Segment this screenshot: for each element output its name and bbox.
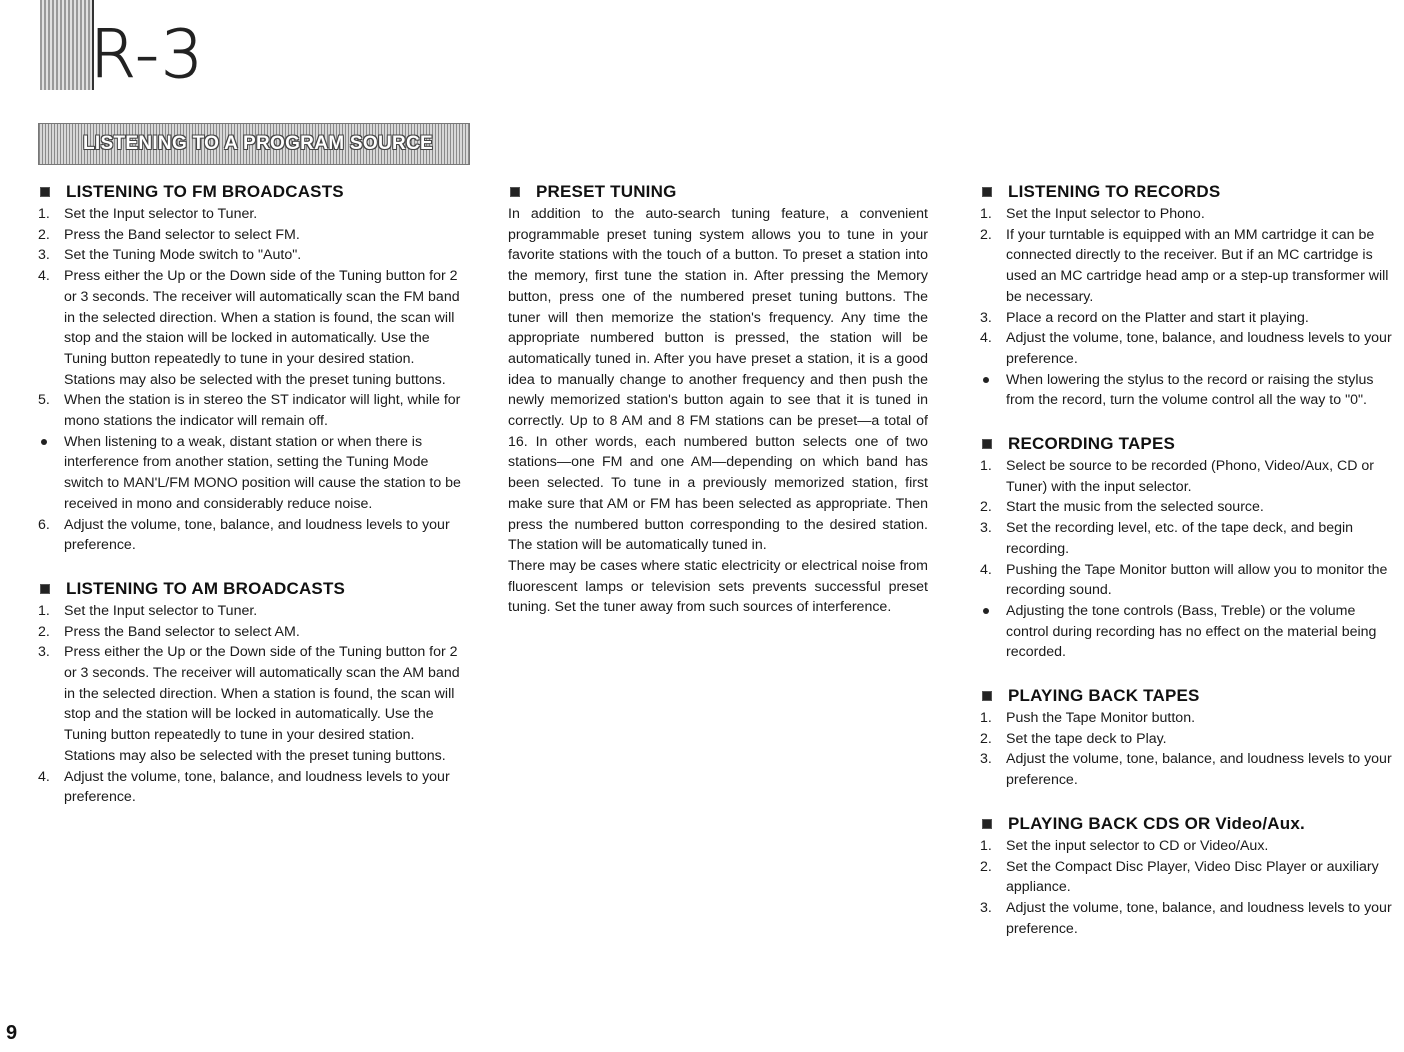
item-text: If your turntable is equipped with an MM cartridge it can be connected directly to the receiver. But if an MC cartridge is used an MC cartridge head amp or a step-up transformer will be necessary.: [1006, 226, 1389, 305]
column-right: [980, 180, 1392, 960]
item-number: 2.: [38, 226, 50, 243]
column-middle: [508, 180, 928, 639]
item-number: 1.: [980, 458, 992, 475]
item-number: 4.: [980, 330, 992, 347]
item-text: Set the Input selector to Tuner.: [64, 602, 258, 619]
list-item: [38, 266, 468, 390]
item-number: 3.: [980, 520, 992, 537]
model-name: R-3: [90, 16, 205, 93]
list-item: [980, 708, 1392, 729]
item-text: When listening to a weak, distant station or when there is interference from another station, setting the Tuning Mode switch to MAN'L/FM MONO position will cause the station to be received in mono and considerably reduce noise.: [64, 433, 461, 512]
square-bullet-icon: [982, 819, 992, 829]
list-item: [38, 642, 468, 766]
item-text: Press the Band selector to select AM.: [64, 623, 300, 640]
item-text: Adjust the volume, tone, balance, and loudness levels to your preference.: [1006, 330, 1392, 367]
paragraph: There may be cases where static electricity or electrical noise from fluorescent lamps or television sets prevents successful preset tuning. Set the tuner away from such sources of interference.: [508, 557, 928, 616]
item-text: Adjust the volume, tone, balance, and loudness levels to your preference.: [64, 768, 450, 806]
item-text: Press the Band selector to select FM.: [64, 226, 300, 243]
section-fm: [38, 180, 468, 556]
item-text: Set the Input selector to Tuner.: [64, 206, 258, 222]
list-item: [38, 204, 468, 225]
list-item: [980, 749, 1392, 790]
item-text: Start the music from the selected source.: [1006, 499, 1264, 516]
item-text: Adjusting the tone controls (Bass, Treble) or the volume control during recording has no effect on the material being recorded.: [1006, 602, 1377, 661]
section-heading: LISTENING TO FM BROADCASTS: [38, 180, 468, 204]
list-item: [38, 225, 468, 246]
list-item: [980, 601, 1392, 663]
item-text: Select be source to be recorded (Phono, Video/Aux, CD or Tuner) with the input selector.: [1006, 458, 1375, 495]
list-item: [980, 370, 1392, 411]
column-left: [38, 180, 468, 829]
item-number: 4.: [980, 561, 992, 578]
item-number: 3.: [38, 644, 50, 661]
item-text: Press either the Up or the Down side of the Tuning button for 2 or 3 seconds. The receiver will automatically scan the FM band in the selected direction. When a station is found, the scan will stop and the staion will be locked in automatically. Use the Tuning button repeatedly to tune in your desired station. Stations may also be selected with the preset tuning buttons.: [64, 268, 460, 388]
list-item: [980, 729, 1392, 750]
square-bullet-icon: [982, 439, 992, 449]
item-number: 2.: [980, 226, 992, 243]
item-number: 3.: [980, 899, 992, 916]
logo-stripes: [40, 0, 94, 90]
item-text: Place a record on the Platter and start it playing.: [1006, 309, 1309, 326]
item-text: Set the Tuning Mode switch to "Auto".: [64, 247, 302, 264]
section-heading: LISTENING TO AM BROADCASTS: [38, 577, 468, 601]
item-number: 5.: [38, 392, 50, 409]
instruction-list: [38, 204, 468, 556]
list-item: [980, 857, 1392, 898]
item-number: 2.: [980, 730, 992, 747]
instruction-list: [980, 456, 1392, 663]
item-text: Set the recording level, etc. of the tape deck, and begin recording.: [1006, 520, 1354, 557]
list-item: [980, 308, 1392, 329]
item-number: 1.: [38, 602, 50, 619]
section-cds: [980, 812, 1392, 940]
item-text: Press either the Up or the Down side of the Tuning button for 2 or 3 seconds. The receiver will automatically scan the AM band in the selected direction. When a station is found, the scan will stop and the station will be locked in automatically. Use the Tuning button repeatedly to tune in your desired station. Stations may also be selected with the preset tuning buttons.: [64, 644, 460, 764]
section-heading: PLAYING BACK CDS OR Video/Aux.: [980, 812, 1392, 836]
section-recording: [980, 432, 1392, 663]
item-number: 4.: [38, 268, 50, 285]
item-text: Adjust the volume, tone, balance, and loudness levels to your preference.: [64, 516, 450, 554]
section-heading: PLAYING BACK TAPES: [980, 684, 1392, 708]
square-bullet-icon: [510, 187, 520, 197]
list-item: [980, 497, 1392, 518]
instruction-list: [980, 204, 1392, 411]
instruction-list: [980, 708, 1392, 791]
item-number: 4.: [38, 768, 50, 785]
item-text: Set the input selector to CD or Video/Aux.: [1006, 837, 1269, 854]
item-text: Pushing the Tape Monitor button will allow you to monitor the recording sound.: [1006, 561, 1388, 599]
item-text: Set the Compact Disc Player, Video Disc Player or auxiliary appliance.: [1006, 858, 1379, 896]
section-heading: RECORDING TAPES: [980, 432, 1392, 456]
list-item: [980, 328, 1392, 369]
item-text: Adjust the volume, tone, balance, and loudness levels to your preference.: [1006, 751, 1392, 789]
model-logo: [40, 0, 270, 92]
bullet-dot-icon: [983, 377, 989, 383]
item-number: 2.: [980, 858, 992, 875]
list-item: [38, 390, 468, 431]
item-text: Adjust the volume, tone, balance, and loudness levels to your preference.: [1006, 899, 1392, 937]
square-bullet-icon: [40, 187, 50, 197]
item-number: 1.: [980, 837, 992, 854]
list-item: [38, 515, 468, 556]
section-records: [980, 180, 1392, 411]
section-banner: [38, 123, 470, 165]
list-item: [980, 836, 1392, 857]
list-item: [980, 898, 1392, 939]
item-number: 2.: [980, 499, 992, 516]
section-heading: PRESET TUNING: [508, 180, 928, 204]
section-heading: LISTENING TO RECORDS: [980, 180, 1392, 204]
item-text: Set the tape deck to Play.: [1006, 730, 1167, 747]
page-number: 9: [6, 1022, 18, 1044]
list-item: [38, 622, 468, 643]
item-text: When the station is in stereo the ST indicator will light, while for mono stations the indicator will remain off.: [64, 392, 461, 430]
section-playback: [980, 684, 1392, 791]
item-number: 2.: [38, 623, 50, 640]
instruction-list: [38, 601, 468, 808]
list-item: [38, 245, 468, 266]
list-item: [38, 432, 468, 515]
item-text: Push the Tape Monitor button.: [1006, 710, 1196, 727]
list-item: [980, 204, 1392, 225]
section-am: [38, 577, 468, 808]
square-bullet-icon: [982, 187, 992, 197]
list-item: [980, 225, 1392, 308]
square-bullet-icon: [40, 584, 50, 594]
list-item: [38, 767, 468, 808]
list-item: [980, 560, 1392, 601]
banner-title: LISTENING TO A PROGRAM SOURCE: [83, 133, 434, 154]
list-item: [980, 518, 1392, 559]
bullet-dot-icon: [41, 439, 47, 445]
square-bullet-icon: [982, 691, 992, 701]
item-number: 6.: [38, 516, 50, 533]
item-number: 3.: [980, 751, 992, 768]
item-number: 3.: [38, 247, 50, 264]
list-item: [980, 456, 1392, 497]
section-preset: [508, 180, 928, 618]
item-number: 3.: [980, 309, 992, 326]
item-text: Set the Input selector to Phono.: [1006, 206, 1205, 222]
item-number: 1.: [38, 206, 50, 222]
list-item: [38, 601, 468, 622]
paragraph: In addition to the auto-search tuning feature, a convenient programmable preset tuning system allows you to tune in your favorite stations with the touch of a button. To preset a station into the memory, first tune the station in. After pressing the Memory button, press one of the numbered preset tuning buttons. The tuner will then memorize the station's frequency. Any time the appropriate numbered button is pressed, the station will be automatically tuned in. After you have preset a station, it is a good idea to manually change to another frequency and then push the newly memorized station's button again to see that it is tuned in correctly. Up to 8 AM and 8 FM stations can be preset—a total of 16. In other words, each numbered button selects one of two stations—one FM and one AM—depending on which band has been selected. To tune in a previously memorized station, first make sure that AM or FM has been selected as appropriate. Then press the numbered button corresponding to the desired station. The station will be automatically tuned in.: [508, 206, 928, 554]
item-number: 1.: [980, 710, 992, 727]
bullet-dot-icon: [983, 608, 989, 614]
instruction-list: [980, 836, 1392, 940]
item-number: 1.: [980, 206, 992, 222]
item-text: When lowering the stylus to the record or raising the stylus from the record, turn the volume control all the way to "0".: [1006, 371, 1374, 409]
